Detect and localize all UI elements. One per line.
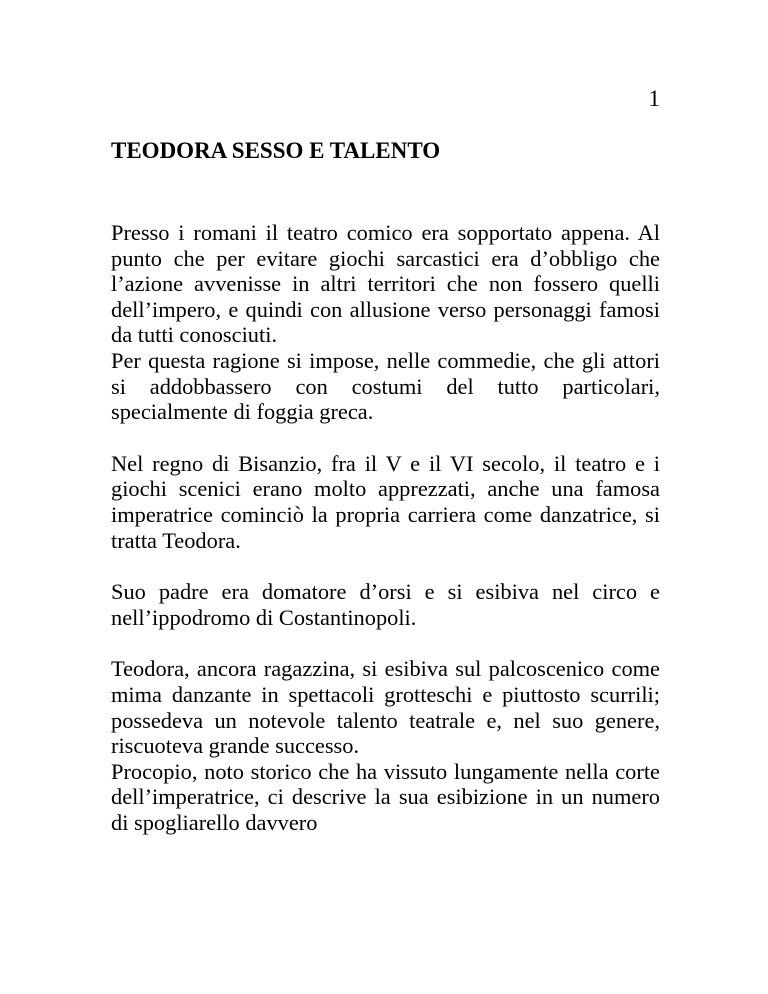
document-body [111,220,660,835]
paragraph-costumi: Per questa ragione si impose, nelle commedie, che gli attori si addobbassero con costumi del tutto particolari, specialmente di foggia greca. [111,347,660,425]
paragraph-romani: Presso i romani il teatro comico era sopportato appena. Al punto che per evitare giochi sarcastici era d’obbligo che l’azione avvenisse in altri territori che non fossero quelli dell’impero, e quindi con allusione verso personaggi famosi da tutti conosciuti. [111,220,660,348]
paragraph-teodora: Teodora, ancora ragazzina, si esibiva sul palcoscenico come mima danzante in spettacoli grotteschi e piuttosto scurrili; possedeva un notevole talento teatrale e, nel suo genere, riscuoteva grande successo. [111,656,660,759]
paragraph-padre: Suo padre era domatore d’orsi e si esibiva nel circo e nell’ippodromo di Costantinopoli. [111,579,660,630]
page-number: 1 [648,86,660,111]
paragraph-bisanzio: Nel regno di Bisanzio, fra il V e il VI secolo, il teatro e i giochi scenici erano molto apprezzati, anche una famosa imperatrice cominciò la propria carriera come danzatrice, si tratta Teodora. [111,450,660,553]
document-title: TEODORA SESSO E TALENTO [111,138,441,163]
paragraph-procopio: Procopio, noto storico che ha vissuto lungamente nella corte dell’imperatrice, ci descrive la sua esibizione in un numero di spogliarello davvero [111,758,660,835]
